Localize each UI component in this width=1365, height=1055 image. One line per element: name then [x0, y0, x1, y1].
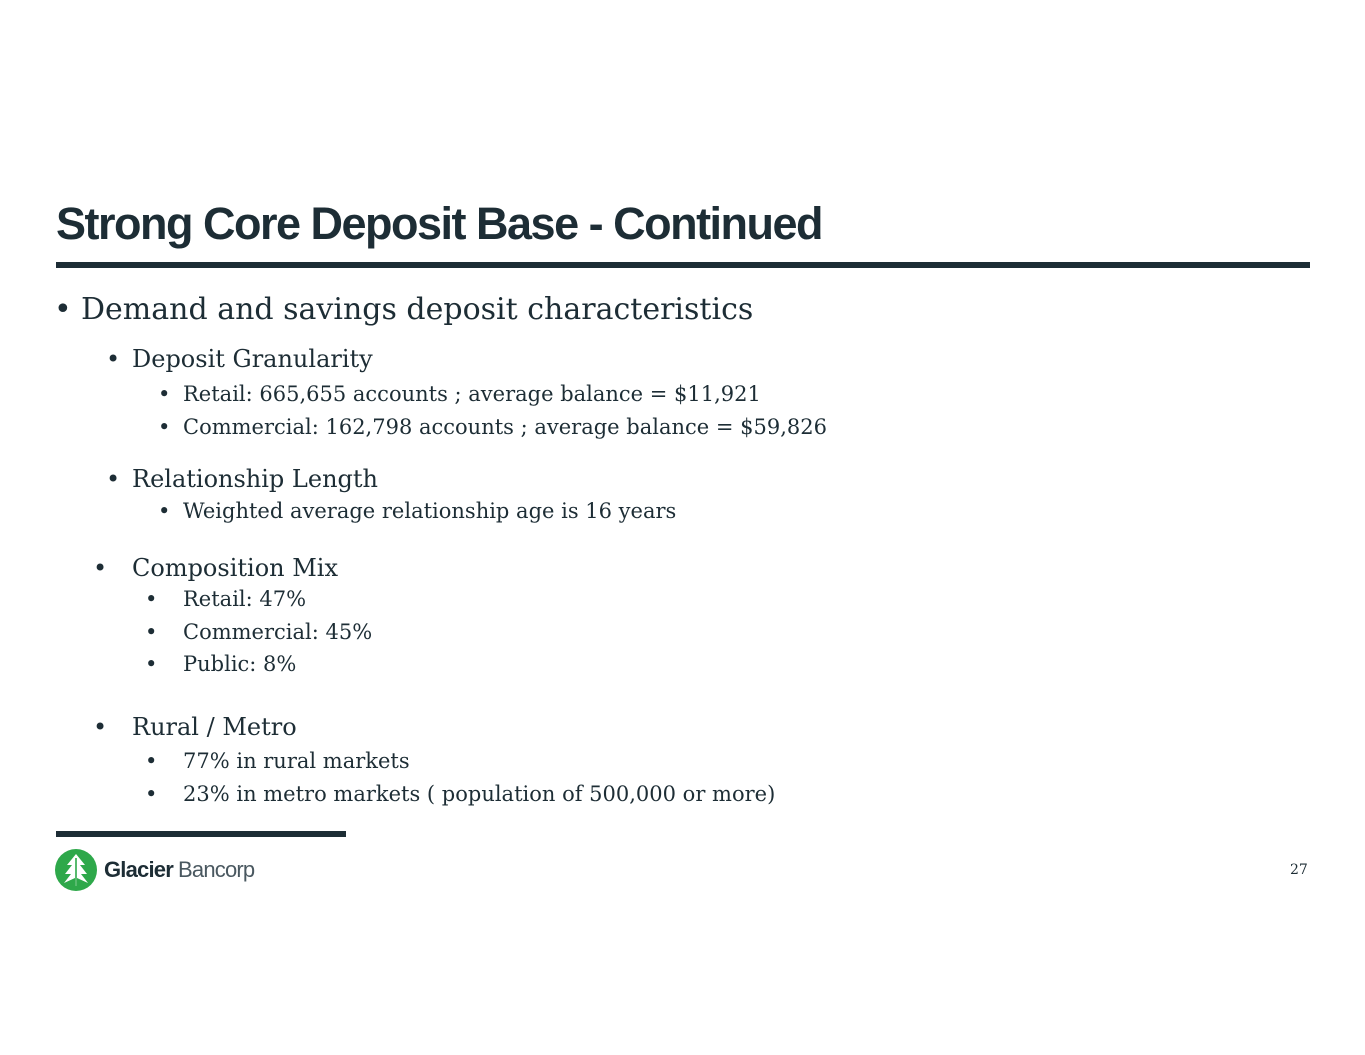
footer-divider — [56, 831, 346, 837]
logo-name-bold: Glacier — [104, 857, 174, 882]
section-heading-text: Deposit Granularity — [132, 345, 373, 373]
title-divider — [56, 262, 1310, 268]
bullet-glyph: • — [145, 782, 158, 806]
page-number: 27 — [1290, 862, 1308, 878]
bullet-glyph: • — [145, 652, 158, 676]
section-heading-text: Composition Mix — [132, 554, 339, 582]
list-item-text: 77% in rural markets — [183, 749, 410, 773]
slide-title: Strong Core Deposit Base - Continued — [56, 198, 823, 249]
section-heading-text: Rural / Metro — [132, 713, 297, 741]
company-logo — [55, 849, 254, 891]
list-item-text: Commercial: 45% — [183, 620, 373, 644]
bullet-glyph: • — [158, 382, 171, 406]
logo-name-light: Bancorp — [178, 857, 255, 882]
list-item-text: Commercial: 162,798 accounts ; average balance = $59,826 — [183, 415, 827, 439]
bullet-glyph: • — [106, 345, 121, 373]
bullet-glyph: • — [145, 620, 158, 644]
bullet-glyph: • — [106, 465, 121, 493]
list-item-text: Weighted average relationship age is 16 years — [183, 499, 677, 523]
bullet-glyph: • — [145, 749, 158, 773]
list-item-text: 23% in metro markets ( population of 500,000 or more) — [183, 782, 776, 806]
bullet-glyph: • — [158, 415, 171, 439]
bullet-glyph: • — [145, 587, 158, 611]
bullet-glyph: • — [158, 499, 171, 523]
bullet-glyph: • — [93, 554, 108, 582]
bullet-glyph: • — [54, 292, 72, 327]
main-bullet-text: Demand and savings deposit characteristics — [81, 292, 754, 327]
list-item-text: Retail: 47% — [183, 587, 307, 611]
logo-wordmark — [104, 849, 254, 891]
tree-icon — [55, 849, 97, 891]
list-item-text: Retail: 665,655 accounts ; average balance = $11,921 — [183, 382, 761, 406]
bullet-glyph: • — [93, 713, 108, 741]
list-item-text: Public: 8% — [183, 652, 297, 676]
section-heading-text: Relationship Length — [132, 465, 378, 493]
